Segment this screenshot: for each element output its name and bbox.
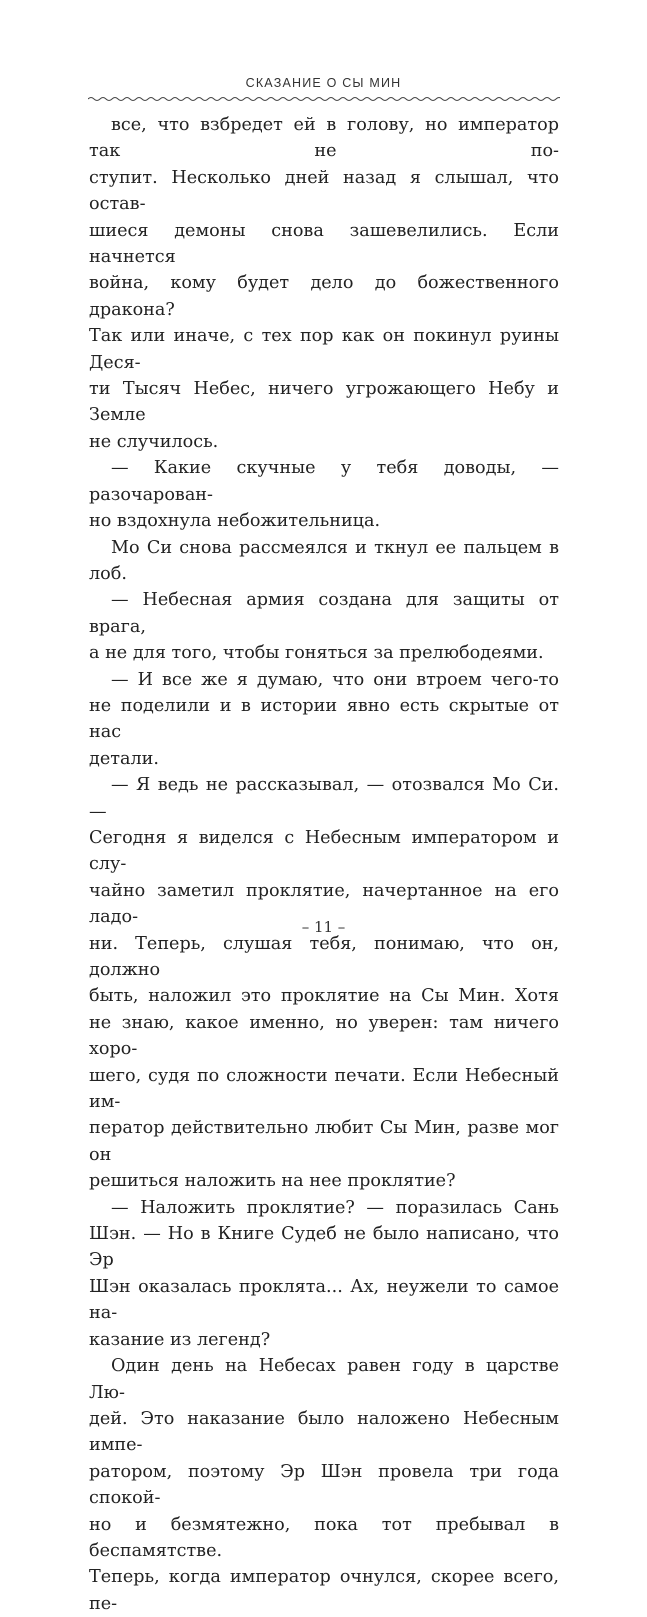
text-line: — Я ведь не рассказывал, — отозвался Мо Си. —: [89, 775, 559, 822]
text-line: не знаю, какое именно, но уверен: там ничего хоро-: [89, 1012, 559, 1060]
text-line: Шэн. — Но в Книге Судеб не было написано, что Эр: [89, 1224, 559, 1271]
decorative-wave-divider: [88, 93, 560, 105]
text-line: — Наложить проклятие? — поразилась Сань: [111, 1197, 559, 1218]
text-line: — Небесная армия создана для защиты от врага,: [89, 590, 559, 637]
text-line: ни. Теперь, слушая тебя, понимаю, что он, должно: [89, 933, 559, 980]
text-line: быть, наложил это проклятие на Сы Мин. Хотя: [89, 986, 559, 1007]
text-line: но вздохнула небожительница.: [89, 511, 381, 532]
text-line: а не для того, чтобы гоняться за прелюбодеями.: [89, 643, 544, 664]
text-line: Один день на Небесах равен году в царстве Лю-: [89, 1356, 559, 1403]
text-line: но и безмятежно, пока тот пребывал в беспамятстве.: [89, 1514, 559, 1561]
running-title: СКАЗАНИЕ О СЫ МИН: [245, 76, 402, 90]
text-line: не случилось.: [89, 431, 219, 452]
text-line: ступит. Несколько дней назад я слышал, что остав-: [89, 167, 559, 215]
text-line: Так или иначе, с тех пор как он покинул руины Деся-: [89, 326, 559, 373]
text-line: чайно заметил проклятие, начертанное на его ладо-: [89, 880, 559, 928]
text-line: Сегодня я виделся с Небесным императором и слу-: [89, 827, 559, 875]
text-line: — И все же я думаю, что они втроем чего-то: [111, 669, 559, 690]
text-line: не поделили и в истории явно есть скрытые от нас: [89, 695, 559, 743]
text-line: все, что взбредет ей в голову, но император так не по-: [89, 115, 559, 162]
text-line: решиться наложить на нее проклятие?: [89, 1171, 456, 1192]
text-line: шиеся демоны снова зашевелились. Если начнется: [89, 220, 559, 268]
text-line: Шэн оказалась проклята... Ах, неужели то самое на-: [89, 1276, 559, 1324]
text-line: война, кому будет дело до божественного дракона?: [89, 273, 559, 320]
text-line: ратором, поэтому Эр Шэн провела три года спокой-: [89, 1461, 559, 1509]
text-line: ператор действительно любит Сы Мин, разве мог он: [89, 1118, 559, 1165]
text-line: ти Тысяч Небес, ничего угрожающего Небу и Земле: [89, 379, 559, 426]
text-line: — Какие скучные у тебя доводы, — разочарован-: [89, 458, 559, 505]
text-line: дей. Это наказание было наложено Небесным импе-: [89, 1408, 559, 1456]
page-body-text: [89, 112, 559, 1617]
text-line: детали.: [89, 748, 159, 769]
text-line: Теперь, когда император очнулся, скорее всего, пе-: [89, 1567, 559, 1614]
text-line: шего, судя по сложности печати. Если Небесный им-: [89, 1065, 559, 1113]
text-line: казание из легенд?: [89, 1329, 271, 1350]
text-line: Мо Си снова рассмеялся и ткнул ее пальцем в лоб.: [89, 537, 559, 584]
page-number: – 11 –: [301, 918, 346, 936]
